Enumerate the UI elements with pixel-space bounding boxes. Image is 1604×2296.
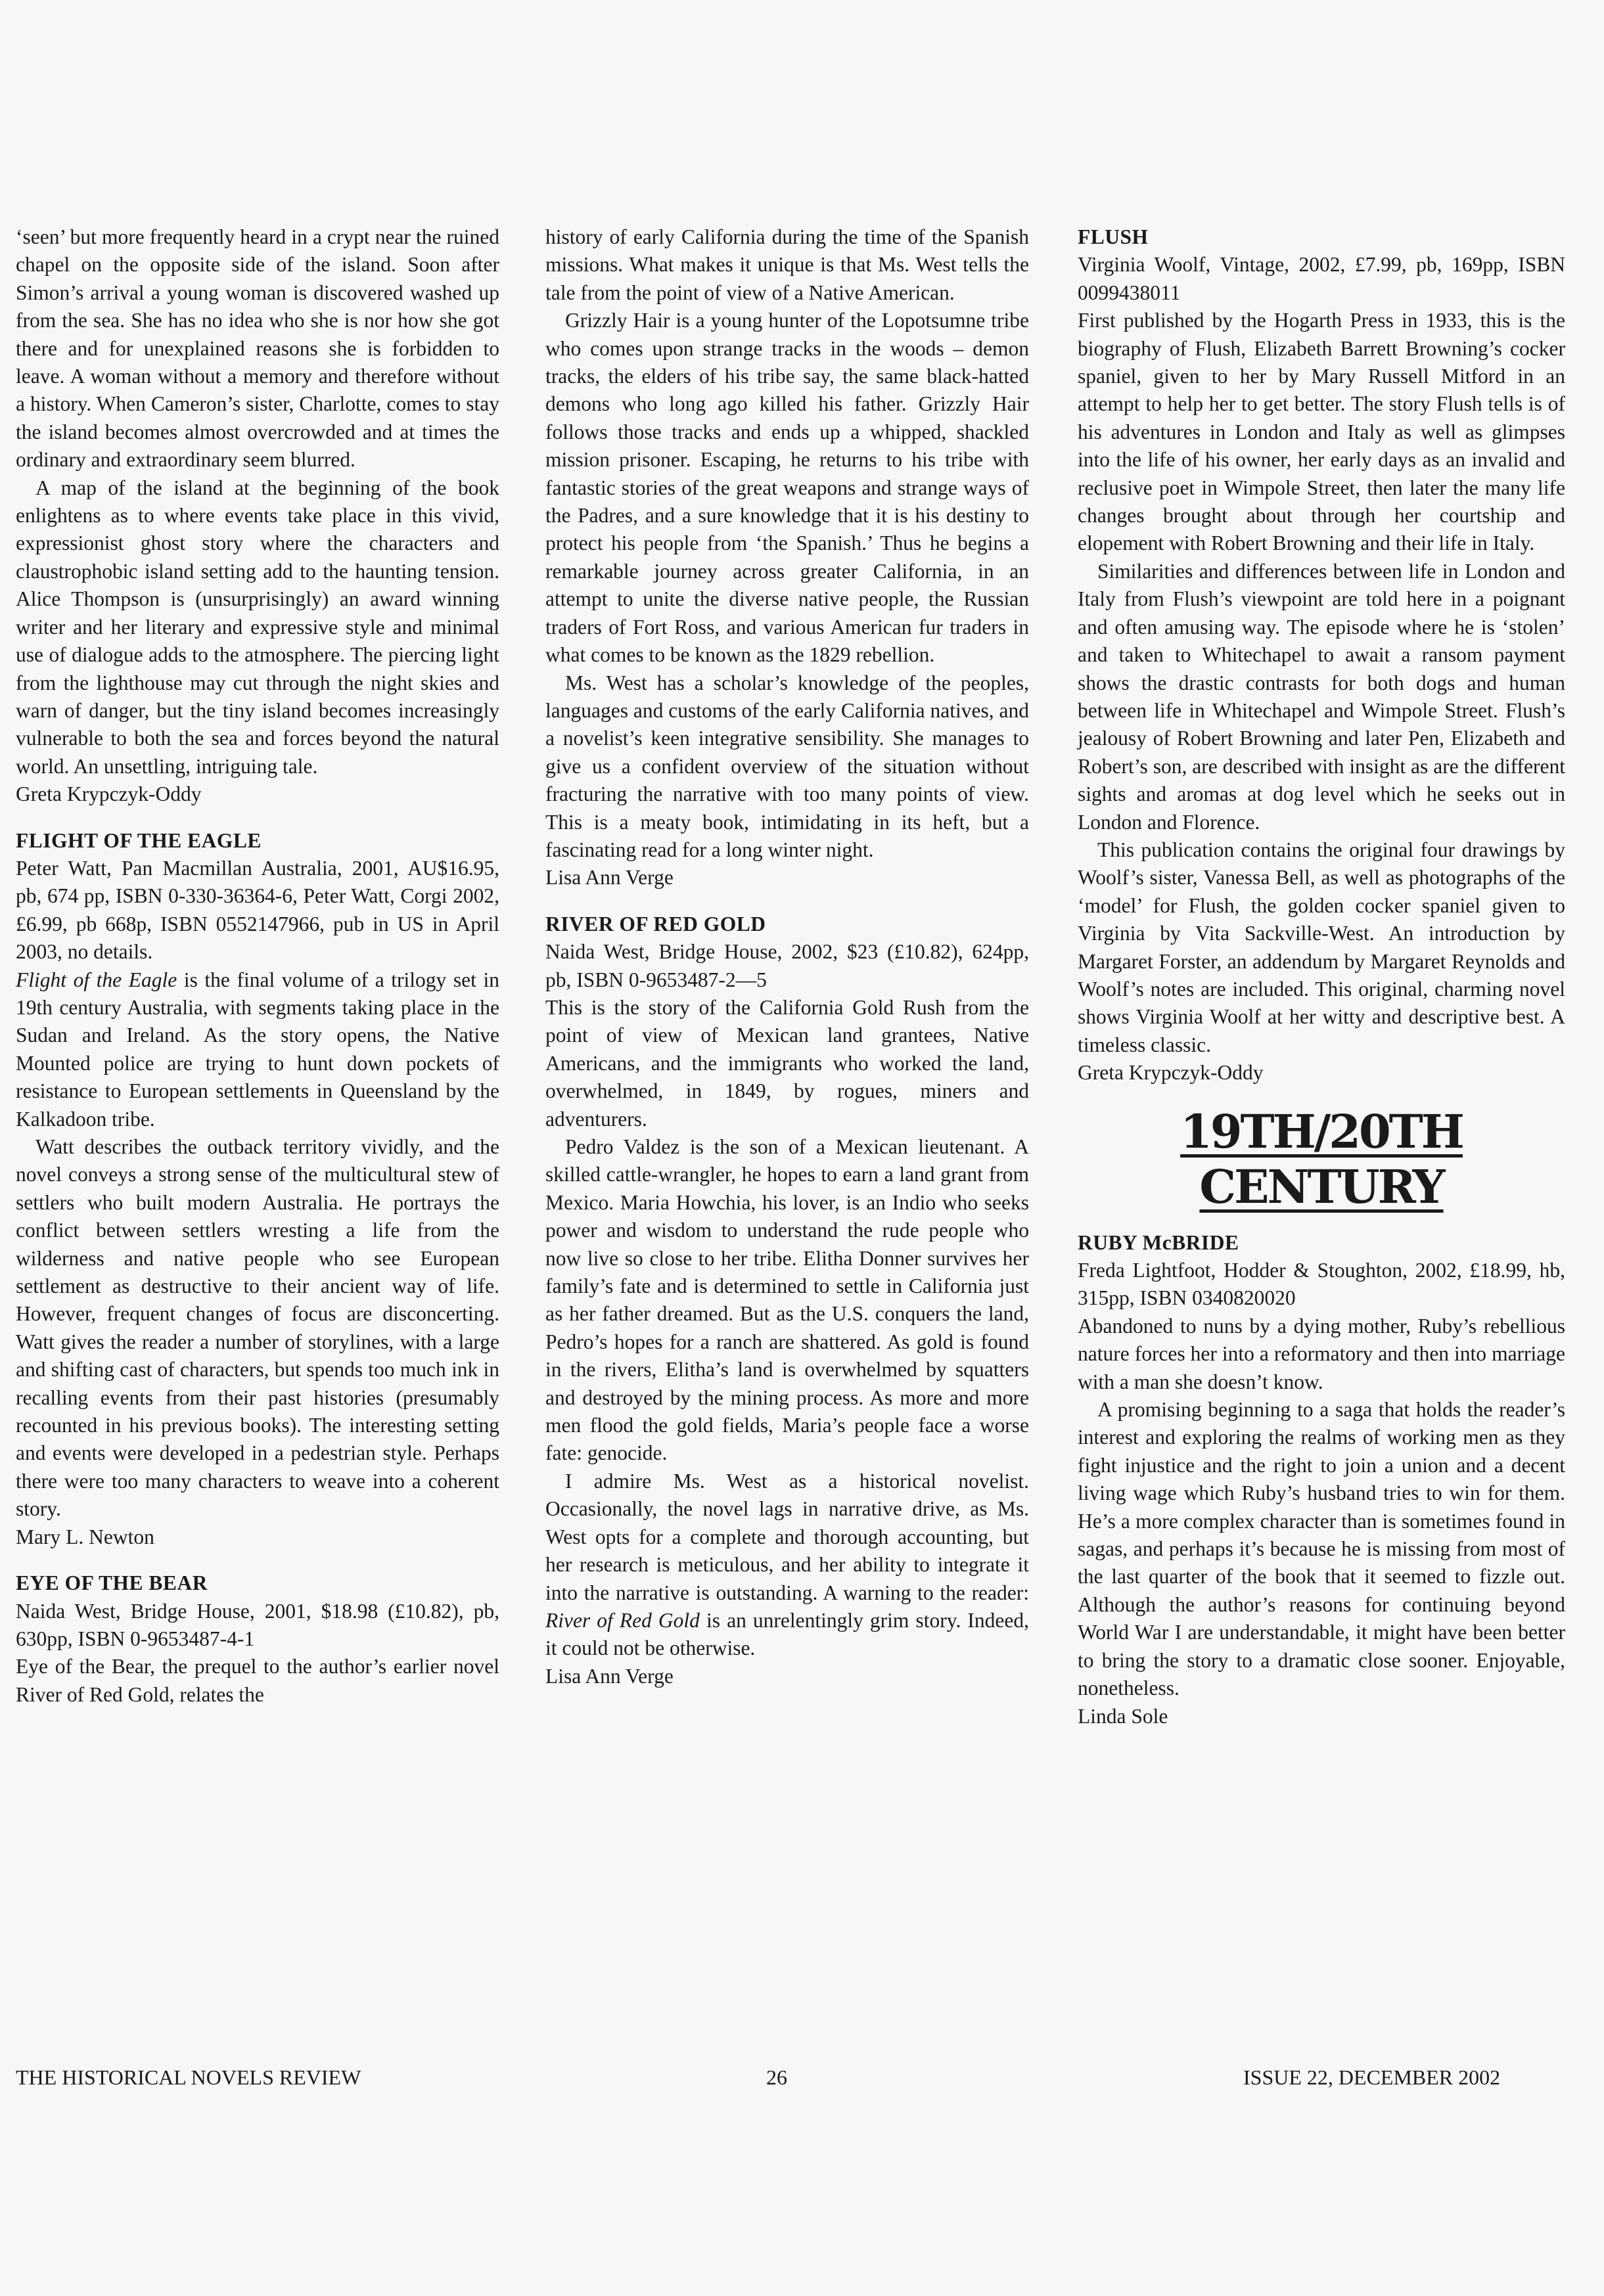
review-paragraph — [16, 966, 499, 1133]
review-title: FLUSH — [1078, 225, 1149, 248]
reviewer-name: Greta Krypczyk-Oddy — [1078, 1061, 1264, 1085]
review-paragraph: This is the story of the California Gold Rush from the point of view of Mexican land grantees, Native Americans, and the immigrants who worked the land, overwhelmed, in 1849, by rogues, miners and adventurers. — [545, 995, 1029, 1131]
review-paragraph — [545, 1468, 1029, 1663]
footer-page-number: 26 — [766, 2065, 787, 2089]
review-biblio: Naida West, Bridge House, 2002, $23 (£10.82), 624pp, pb, ISBN 0-9653487-2—5 — [545, 940, 1029, 991]
review-paragraph: Ms. West has a scholar’s knowledge of the peoples, languages and customs of the early California natives, and a novelist’s keen integrative sensibility. She manages to give us a confident overview of the situation without fracturing the narrative with too many points of view. This is a meaty book, intimidating in its heft, but a fascinating read for a long winter night. — [545, 671, 1029, 861]
review-paragraph: First published by the Hogarth Press in 1933, this is the biography of Flush, Elizabeth Barrett Browning’s cocker spaniel, given to her by Mary Russell Mitford in an attempt to help her to get better. The story Flush tells is of his adventures in London and Italy as well as glimpses into the life of his owner, her early days as an invalid and reclusive poet in Wimpole Street, then later the many life changes brought about through her courtship and elopement with Robert Browning and their life in Italy. — [1078, 309, 1565, 555]
footer-issue: ISSUE 22, DECEMBER 2002 — [1243, 2065, 1501, 2089]
book-title-italic: River of Red Gold — [545, 1608, 700, 1632]
review-paragraph: ‘seen’ but more frequently heard in a crypt near the ruined chapel on the opposite side of the island. Soon after Simon’s arrival a young woman is discovered washed up from the sea. She has no idea who she is nor how she got there and for unexplained reasons she is forbidden to leave. A woman without a memory and therefore without a history. When Cameron’s sister, Charlotte, comes to stay the island becomes almost overcrowded and at times the ordinary and extraordinary seem blurred. — [16, 225, 499, 472]
review-paragraph: This publication contains the original four drawings by Woolf’s sister, Vanessa Bell, as well as photographs of the ‘model’ for Flush, the golden cocker spaniel given to Virginia by Vita Sackville-West. An introduction by Margaret Forster, an addendum by Margaret Reynolds and Woolf’s notes are included. This original, charming novel shows Virginia Woolf at her witty and descriptive best. A timeless classic. — [1078, 838, 1565, 1056]
review-paragraph: Abandoned to nuns by a dying mother, Ruby’s rebellious nature forces her into a reformatory and then into marriage with a man she doesn’t know. — [1078, 1314, 1565, 1393]
review-biblio: Naida West, Bridge House, 2001, $18.98 (£10.82), pb, 630pp, ISBN 0-9653487-4-1 — [16, 1599, 499, 1650]
review-title: EYE OF THE BEAR — [16, 1571, 208, 1595]
review-title: RIVER OF RED GOLD — [545, 912, 766, 935]
review-paragraph: Grizzly Hair is a young hunter of the Lopotsumne tribe who comes upon strange tracks in the woods – demon tracks, the elders of his tribe say, the same black-hatted demons who long ago killed his father. Grizzly Hair follows those tracks and ends up a whipped, shackled mission prisoner. Escaping, he returns to his tribe with fantastic stories of the great weapons and strange ways of the Padres, and a sure knowledge that it is his destiny to protect his people from ‘the Spanish.’ Thus he begins a remarkable journey across greater California, in an attempt to unite the diverse native people, the Russian traders of Fort Ross, and various American fur traders in what comes to be known as the 1829 rebellion. — [545, 309, 1029, 667]
reviewer-name: Lisa Ann Verge — [545, 1664, 674, 1688]
review-text: is an unrelentingly grim story. Indeed, it could not be otherwise. — [545, 1608, 1029, 1660]
review-biblio: Virginia Woolf, Vintage, 2002, £7.99, pb, 169pp, ISBN 0099438011 — [1078, 253, 1565, 304]
review-paragraph: Pedro Valdez is the son of a Mexican lieutenant. A skilled cattle-wrangler, he hopes to earn a land grant from Mexico. Maria Howchia, his lover, is an Indio who seeks power and wisdom to understand the rude people who now live so close to her tribe. Elitha Donner survives her family’s fate and is determined to settle in California just as her father dreamed. But as the U.S. conquers the land, Pedro’s hopes for a ranch are shattered. As gold is found in the rivers, Elitha’s land is overwhelmed by squatters and destroyed by the mining process. As more and more men flood the gold fields, Maria’s people face a worse fate: genocide. — [545, 1135, 1029, 1465]
footer-publication: THE HISTORICAL NOVELS REVIEW — [16, 2065, 361, 2089]
review-title: RUBY McBRIDE — [1078, 1230, 1239, 1254]
book-title-italic: Flight of the Eagle — [16, 968, 177, 991]
review-paragraph: A promising beginning to a saga that holds the reader’s interest and exploring the realms of working men as they fight injustice and the right to join a union and a decent living wage which Ruby’s husband tries to win for them. He’s a more complex character than is sometimes found in sagas, and perhaps it’s because he is missing from most of the last quarter of the book that it seemed to fizzle out. Although the author’s reasons for continuing beyond World War I are understandable, it might have been better to bring the story to a dramatic close sooner. Enjoyable, nonetheless. — [1078, 1398, 1565, 1700]
column-right — [1078, 223, 1565, 1730]
reviewer-name: Linda Sole — [1078, 1704, 1168, 1728]
review-paragraph: Similarities and differences between life in London and Italy from Flush’s viewpoint are told here in a poignant and often amusing way. The episode where he is ‘stolen’ and taken to Whitechapel to await a ransom payment shows the drastic contrasts for both dogs and human between life in Whitechapel and Wimpole Street. Flush’s jealousy of Robert Browning and later Pen, Elizabeth and Robert’s son, are described with insight as are the different sights and aromas at dog level which he seeks out in London and Florence. — [1078, 559, 1565, 834]
reviewer-name: Lisa Ann Verge — [545, 866, 674, 889]
reviewer-name: Mary L. Newton — [16, 1525, 154, 1548]
review-text: I admire Ms. West as a historical novelist. Occasionally, the novel lags in narrative drive, as Ms. West opts for a complete and thorough accounting, but her research is meticulous, and her ability to integrate it into the narrative is outstanding. A warning to the reader: — [545, 1469, 1029, 1604]
review-biblio: Peter Watt, Pan Macmillan Australia, 2001, AU$16.95, pb, 674 pp, ISBN 0-330-36364-6, Peter Watt, Corgi 2002, £6.99, pb 668p, ISBN 0552147966, pub in US in April 2003, no details. — [16, 856, 499, 964]
section-heading: 19TH/20TH CENTURY — [1180, 1104, 1463, 1214]
review-biblio: Freda Lightfoot, Hodder & Stoughton, 2002, £18.99, hb, 315pp, ISBN 0340820020 — [1078, 1259, 1565, 1310]
review-text: is the final volume of a trilogy set in 19th century Australia, with segments taking place in the Sudan and Ireland. As the story opens, the Native Mounted police are trying to hunt down pockets of resistance to European settlements in Queensland by the Kalkadoon tribe. — [16, 968, 499, 1131]
review-paragraph: A map of the island at the beginning of the book enlightens as to where events take place in this vivid, expressionist ghost story where the characters and claustrophobic island setting add to the haunting tension. Alice Thompson is (unsurprisingly) an award winning writer and her literary and expressive style and minimal use of dialogue adds to the atmosphere. The piercing light from the lighthouse may cut through the night skies and warn of danger, but the tiny island becomes increasingly vulnerable to both the sea and forces beyond the natural world. An unsettling, intriguing tale. — [16, 476, 499, 778]
reviewer-name: Greta Krypczyk-Oddy — [16, 782, 202, 806]
review-paragraph: Eye of the Bear, the prequel to the author’s earlier novel River of Red Gold, relates the — [16, 1655, 499, 1706]
review-title: FLIGHT OF THE EAGLE — [16, 828, 262, 852]
review-paragraph: Watt describes the outback territory vividly, and the novel conveys a strong sense of the multicultural stew of settlers who built modern Australia. He portrays the conflict between settlers wresting a life from the wilderness and native people who see European settlement as destructive to their ancient way of life. However, frequent changes of focus are disconcerting. Watt gives the reader a number of storylines, with a large and shifting cast of characters, but spends too much ink in recalling events from their past histories (presumably recounted in his previous books). The interesting setting and events were developed in a pedestrian style. Perhaps there were too many characters to weave into a coherent story. — [16, 1135, 499, 1521]
column-left — [16, 223, 499, 1709]
review-paragraph: history of early California during the time of the Spanish missions. What makes it unique is that Ms. West tells the tale from the point of view of a Native American. — [545, 225, 1029, 304]
column-middle — [545, 223, 1029, 1690]
